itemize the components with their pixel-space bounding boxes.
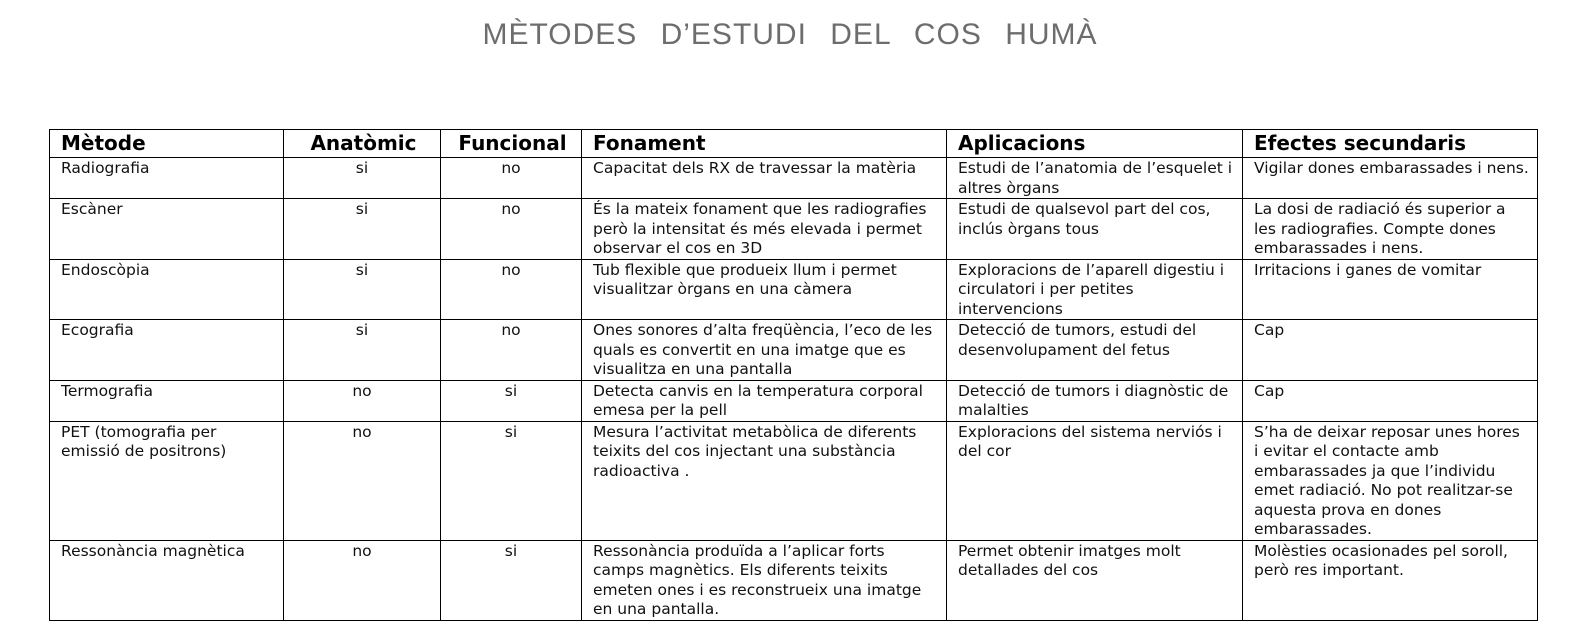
table-row xyxy=(50,320,1538,381)
cell-funcional: no xyxy=(441,259,582,320)
cell-aplicacions: Detecció de tumors i diagnòstic de malalties xyxy=(947,380,1243,421)
document-title: MÈTODES D’ESTUDI DEL COS HUMÀ xyxy=(482,18,1098,51)
cell-metode: Radiografia xyxy=(50,158,284,199)
cell-fonament: És la mateix fonament que les radiografies però la intensitat és més elevada i permet observar el cos en 3D xyxy=(582,199,947,260)
cell-anatomic: no xyxy=(284,380,441,421)
table-row xyxy=(50,199,1538,260)
cell-metode: Escàner xyxy=(50,199,284,260)
table-row xyxy=(50,158,1538,199)
cell-aplicacions: Detecció de tumors, estudi del desenvolupament del fetus xyxy=(947,320,1243,381)
cell-anatomic: si xyxy=(284,199,441,260)
cell-fonament: Ressonància produïda a l’aplicar forts camps magnètics. Els diferents teixits emeten ones i es reconstrueix una imatge en una pantalla. xyxy=(582,540,947,620)
cell-metode: Termografia xyxy=(50,380,284,421)
cell-metode: Ecografia xyxy=(50,320,284,381)
cell-efectes: Vigilar dones embarassades i nens. xyxy=(1243,158,1538,199)
cell-efectes: Cap xyxy=(1243,320,1538,381)
cell-efectes: La dosi de radiació és superior a les radiografies. Compte dones embarassades i nens. xyxy=(1243,199,1538,260)
cell-anatomic: no xyxy=(284,540,441,620)
cell-funcional: si xyxy=(441,380,582,421)
header-metode: Mètode xyxy=(50,130,284,158)
table-row xyxy=(50,380,1538,421)
header-anatomic: Anatòmic xyxy=(284,130,441,158)
cell-metode: Endoscòpia xyxy=(50,259,284,320)
header-aplicacions: Aplicacions xyxy=(947,130,1243,158)
cell-fonament: Tub flexible que produeix llum i permet visualitzar òrgans en una càmera xyxy=(582,259,947,320)
cell-aplicacions: Permet obtenir imatges molt detallades del cos xyxy=(947,540,1243,620)
header-efectes: Efectes secundaris xyxy=(1243,130,1538,158)
cell-anatomic: si xyxy=(284,320,441,381)
cell-fonament: Mesura l’activitat metabòlica de diferents teixits del cos injectant una substància radioactiva . xyxy=(582,421,947,540)
header-fonament: Fonament xyxy=(582,130,947,158)
cell-funcional: si xyxy=(441,540,582,620)
cell-efectes: S’ha de deixar reposar unes hores i evitar el contacte amb embarassades ja que l’individu emet radiació. No pot realitzar-se aquesta prova en dones embarassades. xyxy=(1243,421,1538,540)
table-row xyxy=(50,259,1538,320)
cell-funcional: no xyxy=(441,320,582,381)
methods-table xyxy=(49,129,1538,621)
cell-aplicacions: Estudi de qualsevol part del cos, inclús òrgans tous xyxy=(947,199,1243,260)
cell-metode: PET (tomografia per emissió de positrons) xyxy=(50,421,284,540)
table-row xyxy=(50,421,1538,540)
cell-aplicacions: Estudi de l’anatomia de l’esquelet i altres òrgans xyxy=(947,158,1243,199)
table-header-row xyxy=(50,130,1538,158)
cell-metode: Ressonància magnètica xyxy=(50,540,284,620)
cell-anatomic: si xyxy=(284,158,441,199)
cell-fonament: Detecta canvis en la temperatura corporal emesa per la pell xyxy=(582,380,947,421)
cell-efectes: Molèsties ocasionades pel soroll, però res important. xyxy=(1243,540,1538,620)
cell-aplicacions: Exploracions del sistema nerviós i del cor xyxy=(947,421,1243,540)
cell-funcional: no xyxy=(441,158,582,199)
cell-fonament: Capacitat dels RX de travessar la matèria xyxy=(582,158,947,199)
table-row xyxy=(50,540,1538,620)
cell-anatomic: no xyxy=(284,421,441,540)
header-funcional: Funcional xyxy=(441,130,582,158)
cell-funcional: no xyxy=(441,199,582,260)
cell-anatomic: si xyxy=(284,259,441,320)
cell-efectes: Irritacions i ganes de vomitar xyxy=(1243,259,1538,320)
cell-efectes: Cap xyxy=(1243,380,1538,421)
cell-fonament: Ones sonores d’alta freqüència, l’eco de les quals es convertit en una imatge que es visualitza en una pantalla xyxy=(582,320,947,381)
cell-funcional: si xyxy=(441,421,582,540)
cell-aplicacions: Exploracions de l’aparell digestiu i circulatori i per petites intervencions xyxy=(947,259,1243,320)
